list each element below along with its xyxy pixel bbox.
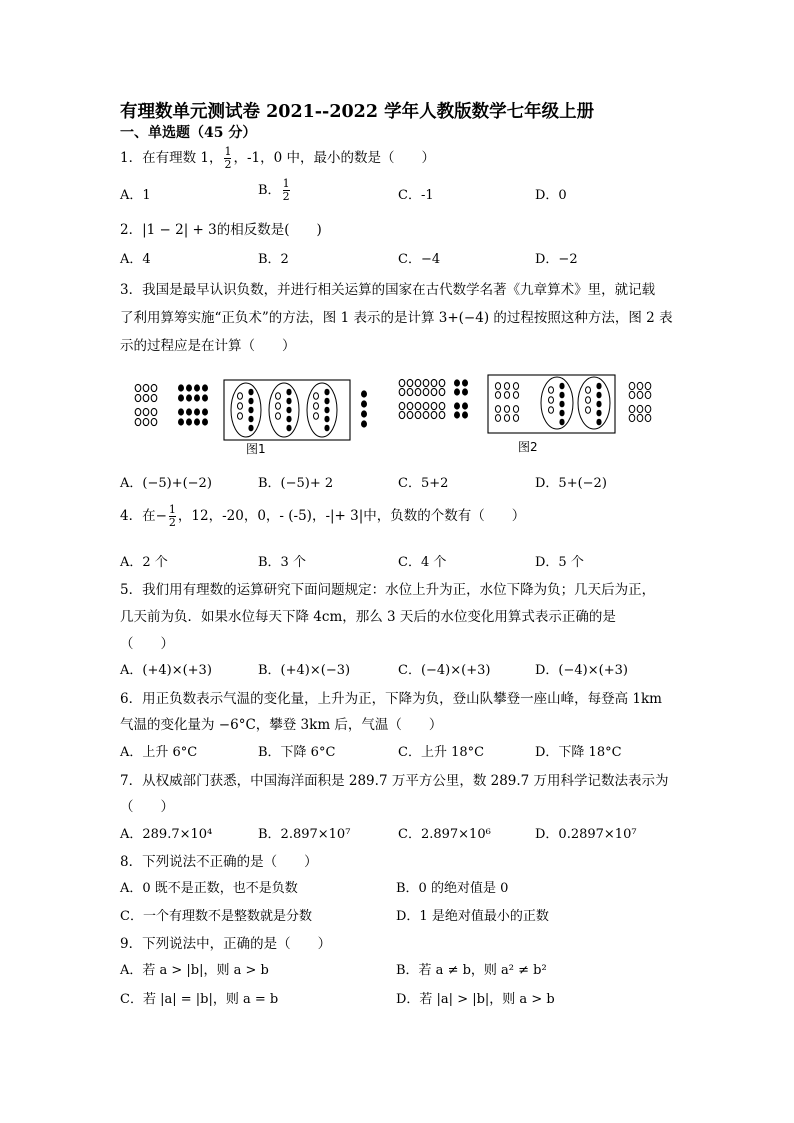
q4-option-d[interactable]: D．5 个	[535, 555, 584, 570]
q8-option-c[interactable]: C．一个有理数不是整数就是分数	[120, 909, 312, 924]
question-3-line-3: 示的过程应是在计算（ ）	[120, 338, 296, 354]
question-5-line-2: 几天前为负．如果水位每天下降 4cm，那么 3 天后的水位变化用算式表示正确的是	[120, 609, 616, 625]
q1-option-d[interactable]: D．0	[535, 188, 567, 203]
question-5-line-3: （ ）	[120, 636, 174, 652]
q3-option-a[interactable]: A．(−5)+(−2)	[120, 476, 212, 491]
q1-frac-num: 1	[224, 145, 232, 158]
q3-option-b[interactable]: B．(−5)+ 2	[258, 476, 334, 491]
q9-option-c[interactable]: C．若 |a| = |b|，则 a = b	[120, 992, 279, 1007]
figure-2-caption: 图2	[518, 440, 538, 454]
q7-option-b[interactable]: B．2.897×10⁷	[258, 827, 351, 842]
question-3-line-1: 3．我国是最早认识负数，并进行相关运算的国家在古代数学名著《九章算术》里，就记载	[120, 282, 656, 298]
q1-option-b[interactable]	[258, 178, 292, 203]
q5-option-c[interactable]: C．(−4)×(+3)	[398, 663, 491, 678]
section-heading: 一、单选题（45 分）	[120, 125, 257, 141]
q3-option-d[interactable]: D．5+(−2)	[535, 476, 607, 491]
q1-option-a[interactable]: A．1	[120, 188, 151, 203]
q9-option-b[interactable]: B．若 a ≠ b，则 a² ≠ b²	[396, 963, 547, 978]
question-7-line-2: （ ）	[120, 799, 174, 815]
question-6-line-1: 6．用正负数表示气温的变化量，上升为正，下降为负，登山队攀登一座山峰，每登高 1km	[120, 691, 662, 707]
question-7-line-1: 7．从权威部门获悉，中国海洋面积是 289.7 万平方公里，数 289.7 万用科学记数法表示为	[120, 773, 669, 789]
q1-frac-den: 2	[224, 158, 232, 171]
q4-frac-den: 2	[168, 516, 176, 529]
q1-fraction	[224, 146, 231, 171]
q4-option-b[interactable]: B．3 个	[258, 555, 306, 570]
q6-option-a[interactable]: A．上升 6°C	[120, 745, 198, 760]
question-1-stem	[120, 146, 435, 171]
figure-2-counting-rods	[394, 372, 660, 438]
q5-option-b[interactable]: B．(+4)×(−3)	[258, 663, 351, 678]
q4-option-a[interactable]: A．2 个	[120, 555, 168, 570]
q5-option-d[interactable]: D．(−4)×(+3)	[535, 663, 628, 678]
q1-stem-part-a: 1．在有理数 1，	[120, 150, 223, 166]
question-6-line-2: 气温的变化量为 −6°C，攀登 3km 后，气温（ ）	[120, 717, 443, 733]
q4-option-c[interactable]: C．4 个	[398, 555, 447, 570]
question-9-stem: 9．下列说法中，正确的是（ ）	[120, 936, 332, 952]
q1-option-b-prefix: B．	[258, 183, 281, 198]
q1-stem-part-b: ，-1，0 中，最小的数是（ ）	[233, 150, 436, 166]
q2-option-a[interactable]: A．4	[120, 252, 151, 267]
question-2-stem	[120, 218, 322, 238]
question-4-stem	[120, 504, 525, 529]
q2-option-c[interactable]: C．−4	[398, 252, 441, 267]
question-3-line-2: 了利用算筹实施“正负术”的方法，图 1 表示的是计算 3+(−4) 的过程按照这种方法，图 2 表	[120, 310, 673, 326]
q8-option-a[interactable]: A．0 既不是正数，也不是负数	[120, 881, 298, 896]
q1-option-b-den: 2	[282, 190, 290, 203]
q2-expression: |1 − 2| + 3	[142, 222, 217, 238]
q9-option-d[interactable]: D．若 |a| > |b|，则 a > b	[396, 992, 555, 1007]
q6-option-b[interactable]: B．下降 6°C	[258, 745, 336, 760]
q4-fraction	[169, 504, 176, 529]
q8-option-b[interactable]: B．0 的绝对值是 0	[396, 881, 509, 896]
q1-option-c[interactable]: C．-1	[398, 188, 434, 203]
q8-option-d[interactable]: D．1 是绝对值最小的正数	[396, 909, 549, 924]
question-8-stem: 8．下列说法不正确的是（ ）	[120, 854, 318, 870]
q4-frac-num: 1	[168, 503, 176, 516]
q2-stem-part-b: 的相反数是( )	[216, 222, 322, 238]
q2-option-b[interactable]: B．2	[258, 252, 289, 267]
page-title: 有理数单元测试卷 2021--2022 学年人教版数学七年级上册	[120, 102, 595, 122]
q3-option-c[interactable]: C．5+2	[398, 476, 449, 491]
q9-option-a[interactable]: A．若 a > |b|，则 a > b	[120, 963, 269, 978]
question-5-line-1: 5．我们用有理数的运算研究下面问题规定：水位上升为正，水位下降为负；几天后为正，	[120, 582, 656, 598]
q7-option-c[interactable]: C．2.897×10⁶	[398, 827, 491, 842]
q6-option-c[interactable]: C．上升 18°C	[398, 745, 485, 760]
q5-option-a[interactable]: A．(+4)×(+3)	[120, 663, 212, 678]
q4-stem-part-a: 4．在−	[120, 508, 167, 524]
q4-stem-part-b: ，12，-20，0，- (-5)，-|+ 3|中，负数的个数有（ ）	[177, 508, 526, 524]
q2-stem-part-a: 2．	[120, 222, 143, 238]
q1-option-b-fraction	[283, 178, 290, 203]
q7-option-a[interactable]: A．289.7×10⁴	[120, 827, 213, 842]
q2-option-d[interactable]: D．−2	[535, 252, 578, 267]
q7-option-d[interactable]: D．0.2897×10⁷	[535, 827, 637, 842]
figure-1-caption: 图1	[246, 442, 266, 456]
q1-option-b-num: 1	[282, 177, 290, 190]
q6-option-d[interactable]: D．下降 18°C	[535, 745, 622, 760]
